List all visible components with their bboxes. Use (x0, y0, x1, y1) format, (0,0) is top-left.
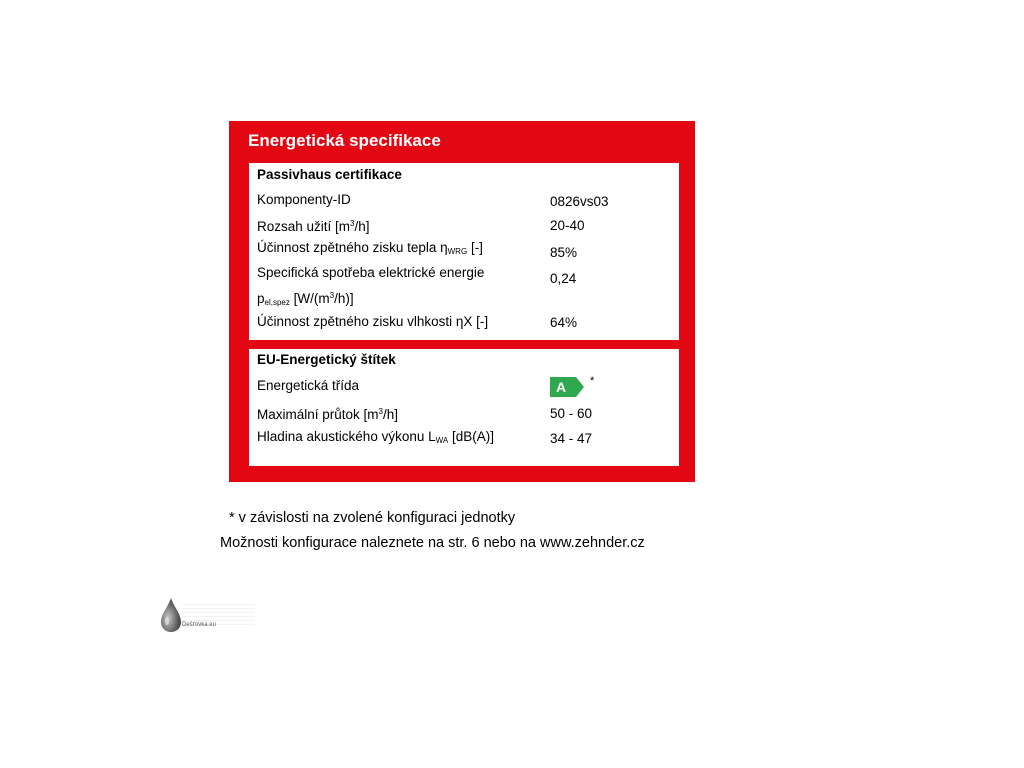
water-drop-icon (160, 597, 182, 633)
spec-label: Rozsah užití $[m^3/h]$ (257, 219, 370, 234)
footnote-text: * v závislosti na zvolené konfiguraci jednotky (229, 510, 516, 526)
spec-value: 50 - 60 (550, 406, 593, 421)
eu-label-panel (249, 349, 679, 466)
spec-row-power-consumption (257, 265, 677, 305)
spec-label: Účinnost zpětného zisku vlhkosti ηX [-] (257, 314, 489, 329)
spec-value: 0,24 (550, 271, 577, 286)
energy-class-badge (550, 377, 584, 397)
spec-value: 34 - 47 (550, 431, 593, 446)
destovka-logo (160, 597, 255, 633)
spec-value: 20-40 (550, 218, 585, 233)
eu-label-heading: EU-Energetický štítek (257, 352, 396, 367)
energy-spec-card (229, 121, 695, 482)
spec-label: Účinnost zpětného zisku tepla $\eta_{WRG}$ [-] (257, 240, 483, 256)
spec-label: Specifická spotřeba elektrické energie $p_{el,spez}$ $[W/(m^3/h)]$ (257, 265, 485, 307)
energy-class-letter: A (556, 379, 567, 395)
spec-value: 64% (550, 315, 578, 330)
config-note: Možnosti konfigurace naleznete na str. 6 nebo na www.zehnder.cz (220, 535, 645, 551)
spec-value: 85% (550, 245, 578, 260)
passivhaus-panel (249, 163, 679, 340)
spec-label: Komponenty-ID (257, 192, 351, 207)
spec-value: 0826vs03 (550, 194, 609, 209)
spec-label: Energetická třída (257, 378, 360, 393)
card-title: Energetická specifikace (248, 131, 441, 150)
footnote-mark: * (590, 375, 595, 387)
spec-label: Hladina akustického výkonu $L_{WA}$ [dB(A)] (257, 429, 494, 445)
passivhaus-heading: Passivhaus certifikace (257, 167, 402, 182)
logo-text: Dešťovka.eu (182, 622, 216, 628)
spec-label: Maximální průtok $[m^3/h]$ (257, 407, 399, 422)
